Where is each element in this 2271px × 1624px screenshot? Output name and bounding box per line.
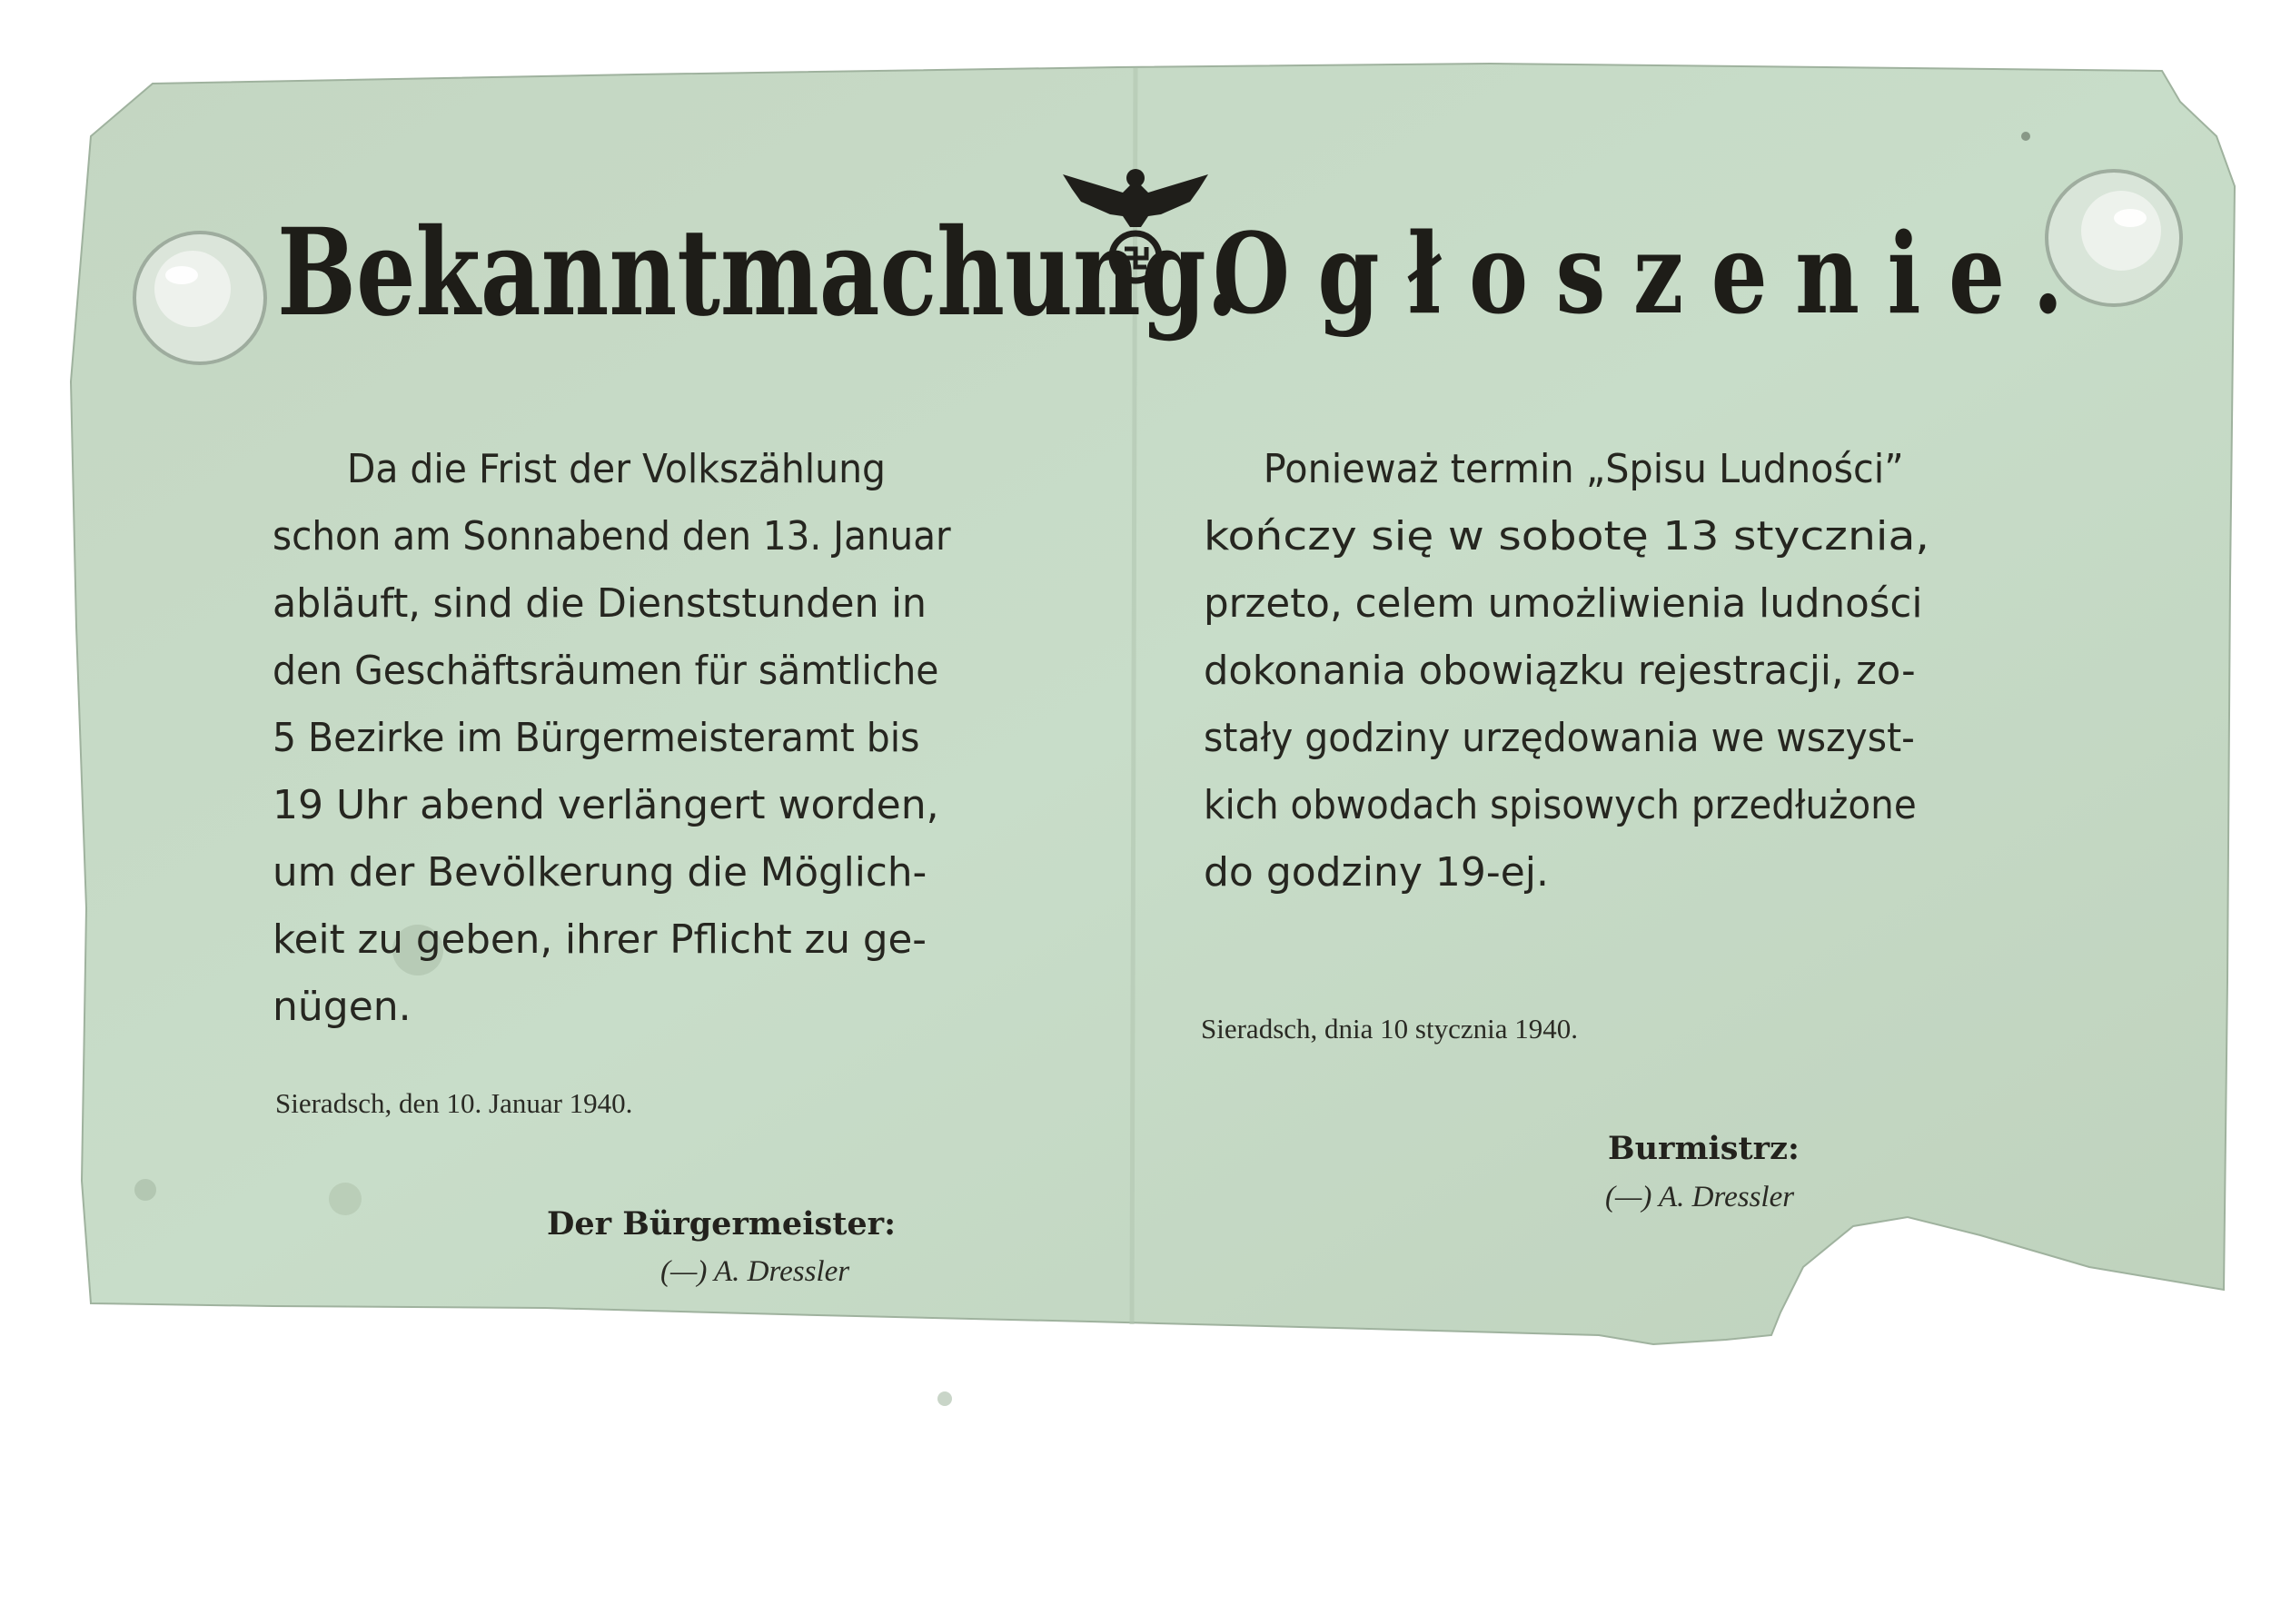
german-line: um der Bevölkerung die Möglich- [273, 849, 927, 896]
german-line: nügen. [273, 984, 412, 1030]
polish-line: Ponieważ termin „Spisu Ludności” [1263, 446, 1904, 492]
german-signature-title: Der Bürgermeister: [547, 1205, 896, 1243]
german-line: Da die Frist der Volkszählung [346, 446, 887, 492]
polish-body [1204, 436, 2003, 906]
polish-line: przeto, celem umożliwienia ludności [1204, 580, 1923, 627]
german-line: 5 Bezirke im Bürgermeisteramt bis [273, 715, 920, 761]
german-line: keit zu geben, ihrer Pflicht zu ge- [273, 916, 927, 963]
polish-line: stały godziny urzędowania we wszyst- [1204, 715, 1915, 761]
german-body [273, 436, 1054, 1041]
polish-line: dokonania obowiązku rejestracji, zo- [1204, 648, 1916, 694]
polish-line: kich obwodach spisowych przedłużone [1204, 782, 1917, 828]
german-line: 19 Uhr abend verlängert worden, [273, 782, 939, 828]
polish-date: Sieradsch, dnia 10 stycznia 1940. [1201, 1013, 1578, 1045]
german-line: den Geschäftsräumen für sämtliche [273, 648, 939, 694]
german-line: abläuft, sind die Dienststunden in [273, 580, 927, 627]
polish-signature-title: Burmistrz: [1608, 1130, 1800, 1167]
german-heading: Bekanntmachung. [277, 203, 1239, 343]
german-signature-name: (—) A. Dressler [660, 1255, 850, 1288]
german-date: Sieradsch, den 10. Januar 1940. [275, 1087, 633, 1119]
polish-line: do godziny 19-ej. [1204, 849, 1549, 896]
polish-heading: Ogłoszenie. [1213, 208, 2091, 339]
german-line: schon am Sonnabend den 13. Januar [273, 513, 951, 559]
polish-signature-name: (—) A. Dressler [1605, 1181, 1795, 1213]
pushpin-left-icon [127, 225, 273, 371]
polish-line: kończy się w sobotę 13 stycznia, [1204, 513, 1929, 559]
